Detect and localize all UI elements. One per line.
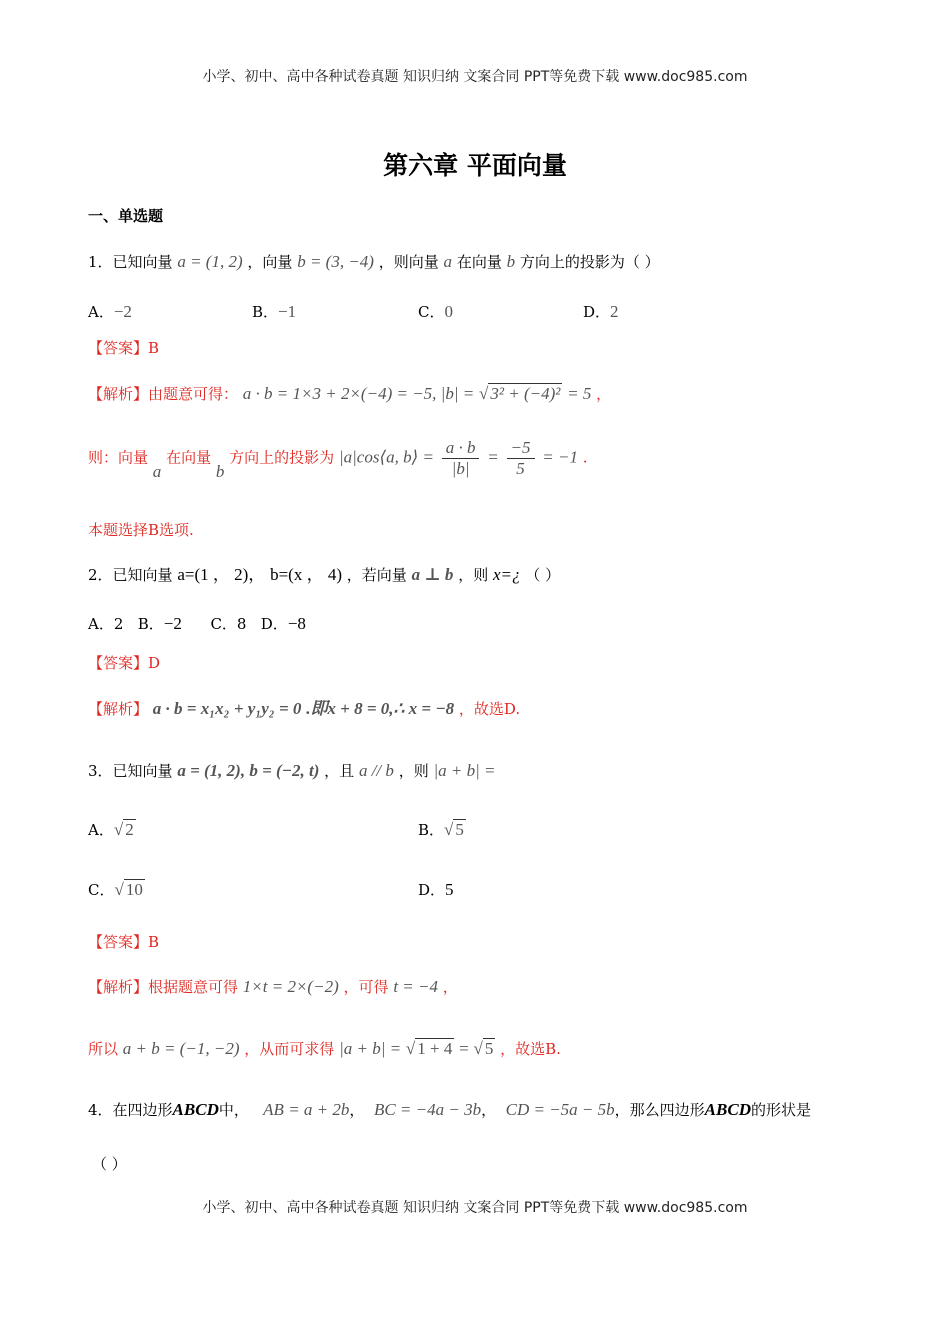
analysis-formula: .即x + 8 = 0,∴ x = −8 — [306, 699, 455, 718]
q2-vector-b: b=(x ， 4) — [270, 565, 342, 584]
fraction-denominator: 5 — [516, 459, 525, 478]
question-3 — [88, 759, 496, 783]
q2-text: ，若向量 — [346, 566, 407, 584]
option-value: 5 — [445, 880, 454, 899]
analysis-formula: = −1 — [542, 447, 578, 467]
question-4: 4．在四边形ABCD中， AB = a + 2b， BC = −4a − 3b， CD = −5a − 5b，那么四边形ABCD的形状是 — [88, 1100, 811, 1119]
q3-vectors: a = (1, 2), b = (−2, t) — [177, 761, 320, 780]
page-title: 第六章 平面向量 — [383, 151, 567, 180]
q1-text: 1．已知向量 — [88, 253, 173, 271]
q1-option-d — [583, 300, 619, 324]
fraction — [442, 438, 480, 479]
analysis-formula: = — [487, 447, 499, 467]
analysis-sqrt: 3² + (−4)² — [490, 384, 561, 403]
analysis-text: ，可得 — [343, 978, 389, 996]
q2-analysis — [88, 697, 520, 721]
sqrt-sign-icon: √ — [113, 820, 124, 839]
q1-option-b — [252, 300, 296, 324]
option-value: 2 — [610, 302, 619, 321]
option-label: C． — [418, 303, 445, 321]
sqrt-sign-icon: √ — [114, 880, 124, 899]
q3-option-a — [88, 818, 136, 842]
q2-answer: 【答案】D — [88, 654, 161, 672]
q3-parallel: a // b — [358, 761, 394, 780]
q4-paren: （ ） — [92, 1155, 127, 1173]
q4-text: 的形状是 — [750, 1101, 811, 1119]
analysis-label: 【解析】根据题意可得 — [88, 978, 239, 996]
analysis-text: ，故选D. — [458, 700, 521, 718]
fraction-numerator: a · b — [442, 438, 480, 459]
option-label: D． — [583, 303, 611, 321]
q1-answer: 【答案】B — [88, 339, 160, 357]
q1-option-a — [88, 300, 132, 324]
option-value: 0 — [444, 302, 453, 321]
option-value: 10 — [125, 880, 143, 899]
analysis-formula: |a + b| = — [339, 1039, 402, 1058]
fraction-numerator: −5 — [507, 438, 535, 459]
q3-analysis-line2 — [88, 1037, 561, 1061]
q1-analysis-line2 — [88, 438, 588, 479]
analysis-label: 【解析】由题意可得： — [88, 385, 239, 403]
q2-perpendicular: a ⊥ b — [411, 565, 454, 584]
q2-options — [88, 612, 306, 636]
q1-option-c — [418, 300, 453, 324]
analysis-formula: a + b = (−1, −2) — [122, 1039, 240, 1058]
sqrt-sign-icon: √ — [444, 820, 454, 839]
sqrt-sign-icon: √ — [473, 1039, 483, 1058]
sqrt-sign-icon: √ — [479, 384, 489, 403]
q4-vector-ab: AB = a + 2b — [263, 1100, 350, 1119]
q4-vector-cd: CD = −5a − 5b — [505, 1100, 615, 1119]
option-label: B． — [252, 303, 279, 321]
option-value: −8 — [287, 614, 306, 633]
q4-text: 中， — [218, 1101, 249, 1119]
q2-option-b: B． — [137, 615, 164, 633]
analysis-punct: ， — [596, 385, 612, 403]
analysis-sqrt: 1 + 4 — [417, 1039, 453, 1058]
page-footer: 小学、初中、高中各种试卷真题 知识归纳 文案合同 PPT等免费下载 www.doc985.com — [202, 1200, 748, 1216]
q2-vector-a: a=(1 ， 2)， — [177, 565, 266, 584]
q2-option-c: C．8 — [210, 615, 247, 633]
q1-text: ，则向量 — [378, 253, 439, 271]
q4-text: 4．在四边形 — [88, 1101, 173, 1119]
analysis-formula: = — [459, 1039, 469, 1058]
option-value: −2 — [113, 302, 132, 321]
q3-option-b — [418, 818, 466, 842]
q3-text: ，则 — [398, 762, 429, 780]
sqrt-sign-icon: √ — [405, 1039, 416, 1058]
q2-text: 2．已知向量 — [88, 566, 173, 584]
option-value: −1 — [278, 302, 297, 321]
q2-option-d: D． — [260, 615, 288, 633]
analysis-punct: ， — [442, 978, 458, 996]
analysis-punct: . — [582, 448, 588, 467]
q4-quad-name: ABCD — [704, 1100, 751, 1119]
q1-text: ，向量 — [247, 253, 293, 271]
q1-vector-a: a = (1, 2) — [177, 252, 243, 271]
q1-vector-b: b = (3, −4) — [297, 252, 374, 271]
q4-text: ，那么四边形 — [614, 1101, 705, 1119]
option-value: −2 — [163, 614, 182, 633]
option-label: B． — [418, 821, 445, 839]
option-label: C． — [88, 881, 115, 899]
question-2 — [88, 563, 560, 587]
analysis-var: b — [215, 461, 225, 481]
q2-unknown: x=¿ — [492, 565, 521, 584]
analysis-text: 在向量 — [166, 448, 212, 467]
q2-text: ，则 — [458, 566, 489, 584]
fraction — [507, 438, 535, 479]
option-label: D． — [418, 881, 446, 899]
option-value: 2 — [125, 820, 134, 839]
question-1 — [88, 250, 660, 274]
analysis-sqrt: 5 — [484, 1039, 494, 1058]
q3-text: 3．已知向量 — [88, 762, 173, 780]
q3-answer: 【答案】B — [88, 933, 160, 951]
analysis-formula: a · b = x₁x₂ + y₁y₂ = 0 — [152, 699, 302, 718]
q4-quad-name: ABCD — [172, 1100, 219, 1119]
q1-text: 在向量 — [456, 253, 502, 271]
q3-text: ，且 — [324, 762, 355, 780]
analysis-formula: t = −4 — [393, 977, 438, 996]
page-header: 小学、初中、高中各种试卷真题 知识归纳 文案合同 PPT等免费下载 www.doc985.com — [202, 69, 748, 85]
analysis-label: 【解析】 — [88, 700, 149, 718]
q1-var-b: b — [506, 252, 516, 271]
q2-text: （ ） — [525, 566, 561, 584]
analysis-formula: = 5 — [567, 384, 592, 403]
q4-vector-bc: BC = −4a − 3b — [373, 1100, 482, 1119]
q1-var-a: a — [443, 252, 453, 271]
q1-text: 方向上的投影为（ ） — [519, 253, 660, 271]
section-heading: 一、单选题 — [88, 207, 164, 225]
analysis-text: ，从而可求得 — [244, 1040, 335, 1058]
analysis-text: 所以 — [88, 1040, 119, 1058]
q3-magnitude: |a + b| = — [433, 761, 496, 780]
fraction-denominator: |b| — [451, 459, 470, 478]
analysis-text: ，故选B. — [500, 1040, 561, 1058]
q1-analysis — [88, 382, 611, 406]
q1-conclusion: 本题选择B选项. — [88, 521, 194, 539]
option-label: A． — [88, 821, 114, 839]
analysis-text: 则：向量 — [88, 448, 149, 467]
analysis-var: a — [152, 461, 162, 481]
option-value: 5 — [455, 820, 464, 839]
analysis-formula: |a|cos⟨a, b⟩ = — [338, 447, 434, 467]
option-label: A． — [88, 303, 114, 321]
q3-option-d — [418, 878, 454, 902]
analysis-text: 方向上的投影为 — [229, 448, 335, 467]
analysis-formula: a · b = 1×3 + 2×(−4) = −5, |b| = — [242, 384, 475, 403]
analysis-formula: 1×t = 2×(−2) — [242, 977, 339, 996]
q3-analysis — [88, 975, 458, 999]
q3-option-c — [88, 878, 145, 902]
q2-option-a: A．2 — [88, 615, 124, 633]
